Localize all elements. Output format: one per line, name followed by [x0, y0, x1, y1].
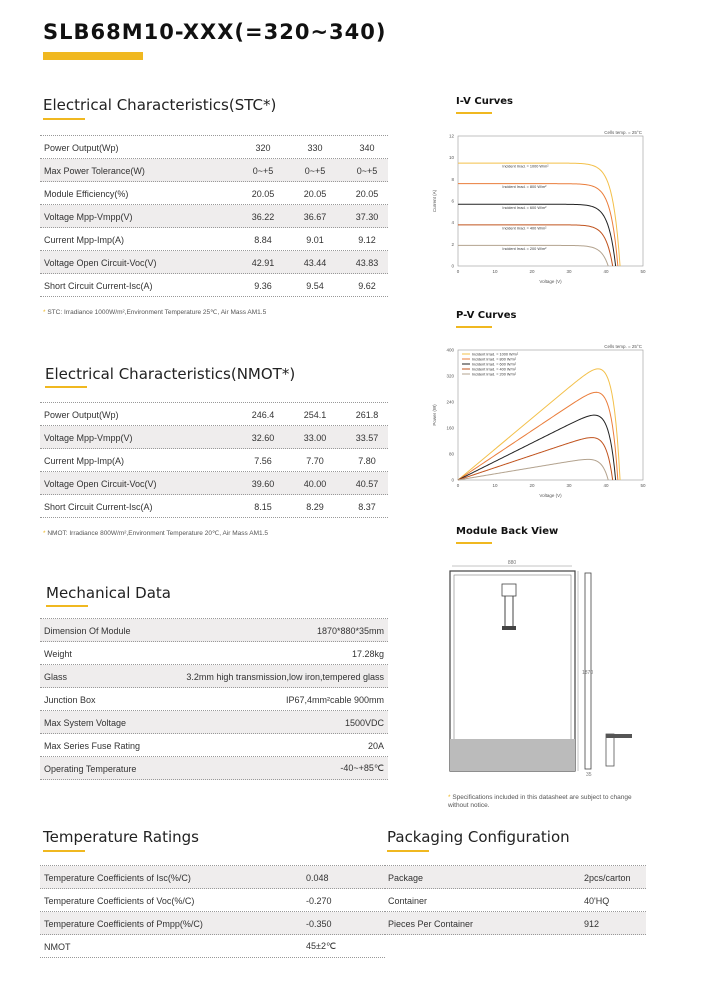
row-label: Voltage Mpp-Vmpp(V): [44, 211, 133, 222]
depth-dimension-label: 35: [586, 772, 592, 778]
row-value: 8.29: [306, 501, 324, 512]
row-value: IP67,4mm²cable 900mm: [285, 694, 384, 705]
temp-title: Temperature Ratings: [43, 828, 199, 846]
row-value: 8.84: [254, 234, 272, 245]
row-value: 43.83: [355, 257, 379, 268]
table-row: [40, 274, 388, 297]
stc-note-text: STC: Irradiance 1000W/m²,Environment Temperature 25℃, Air Mass AM1.5: [47, 309, 267, 316]
table-row: [40, 182, 388, 205]
row-value: 7.80: [358, 455, 376, 466]
row-value: 32.60: [251, 432, 275, 443]
y-tick-label: 80: [448, 451, 454, 457]
width-dimension-label: 880: [507, 560, 517, 566]
row-value: 20.05: [303, 188, 327, 199]
row-value: 254.1: [303, 409, 327, 420]
iv-title-underline: [456, 112, 492, 114]
pack-title: Packaging Configuration: [387, 828, 570, 846]
row-value: 1500VDC: [344, 717, 384, 728]
x-tick-label: 20: [529, 483, 535, 488]
back-view-underline: [456, 542, 492, 544]
x-tick-label: 30: [566, 483, 572, 488]
row-rule: [384, 934, 646, 935]
pv-chart: [428, 338, 653, 508]
row-value: 43.44: [303, 257, 327, 268]
title-accent-bar: [43, 52, 143, 60]
row-label: NMOT: [44, 941, 71, 952]
row-label: Temperature Coefficients of Voc(%/C): [44, 895, 195, 906]
row-label: Max System Voltage: [44, 717, 127, 728]
row-value: -0.270: [306, 895, 332, 906]
x-tick-label: 0: [456, 269, 460, 274]
table-row: [40, 228, 388, 251]
table-row: [40, 734, 388, 757]
series-label: Incident Irrad. = 1000 W/m²: [502, 164, 549, 169]
row-rule: [40, 779, 388, 780]
series-label: Incident Irrad. = 400 W/m²: [502, 226, 547, 231]
x-tick-label: 10: [492, 483, 498, 488]
row-value: 9.01: [306, 234, 324, 245]
row-value: 9.62: [358, 280, 376, 291]
row-value: 0~+5: [252, 165, 274, 176]
row-value: 0~+5: [356, 165, 378, 176]
pv-chart-title: P-V Curves: [456, 310, 517, 321]
row-value: 340: [359, 142, 375, 153]
row-value: 3.2mm high transmission,low iron,tempered glass: [186, 671, 384, 682]
row-value: 36.67: [303, 211, 327, 222]
x-tick-label: 30: [566, 269, 572, 274]
y-tick-label: 240: [446, 399, 454, 405]
pv-title-underline: [456, 326, 492, 328]
iv-chart: [428, 124, 653, 294]
row-value: 17.28kg: [351, 648, 384, 659]
row-value: 20A: [367, 740, 384, 751]
mech-table: [40, 618, 388, 780]
row-rule: [40, 517, 388, 518]
row-label: Temperature Coefficients of Isc(%/C): [44, 872, 191, 883]
row-label: Module Efficiency(%): [44, 188, 129, 199]
row-value: 330: [307, 142, 323, 153]
row-label: Weight: [44, 648, 72, 659]
table-row: [40, 449, 388, 472]
y-tick-label: 6: [451, 198, 454, 204]
row-label: Container: [388, 895, 428, 906]
row-label: Operating Temperature: [44, 763, 137, 774]
pack-title-underline: [387, 850, 429, 852]
table-row: [40, 665, 388, 688]
x-axis-label: Voltage (V): [539, 279, 562, 284]
row-label: Glass: [44, 671, 68, 682]
nmot-title: Electrical Characteristics(NMOT*): [45, 365, 296, 383]
y-tick-label: 320: [446, 373, 454, 379]
table-row: [40, 426, 388, 449]
table-row: [40, 159, 388, 182]
row-value: 912: [584, 918, 600, 929]
temp-annotation: Cells temp. = 25°C: [604, 130, 642, 135]
row-label: Temperature Coefficients of Pmpp(%/C): [44, 918, 203, 929]
table-row: [40, 205, 388, 228]
row-value: 320: [255, 142, 271, 153]
row-label: Voltage Mpp-Vmpp(V): [44, 432, 133, 443]
row-value: 20.05: [355, 188, 379, 199]
row-value: 8.15: [254, 501, 272, 512]
row-value: 33.00: [303, 432, 327, 443]
x-tick-label: 50: [640, 483, 646, 488]
table-row: [40, 711, 388, 734]
legend-entry: Incident Irrad. = 400 W/m²: [472, 367, 516, 372]
row-label: Junction Box: [44, 694, 96, 705]
legend-entry: Incident Irrad. = 600 W/m²: [472, 362, 516, 367]
back-view-note: * Specifications included in this datasheet are subject to change without notice.: [448, 794, 632, 810]
table-row: [40, 403, 388, 426]
y-axis-label: Power (W): [432, 404, 437, 426]
row-value: 0.048: [306, 872, 329, 883]
x-axis-label: Voltage (V): [539, 493, 562, 498]
table-row: [384, 912, 646, 935]
y-tick-label: 12: [448, 133, 454, 139]
row-value: 9.54: [306, 280, 324, 291]
height-dimension-label: 1870: [582, 670, 594, 676]
table-row: [40, 642, 388, 665]
iv-chart-title: I-V Curves: [456, 96, 514, 107]
legend-entry: Incident Irrad. = 800 W/m²: [472, 357, 516, 362]
row-value: 36.22: [251, 211, 275, 222]
row-value: 39.60: [251, 478, 275, 489]
y-tick-label: 10: [448, 155, 454, 161]
back-view-title: Module Back View: [456, 526, 559, 537]
pack-table: [384, 865, 646, 935]
temp-table: [40, 865, 385, 958]
y-tick-label: 0: [451, 263, 454, 269]
table-row: [40, 866, 385, 889]
row-rule: [40, 957, 385, 958]
plot-area: [458, 136, 643, 266]
row-label: Max Series Fuse Rating: [44, 740, 141, 751]
row-value: 42.91: [251, 257, 275, 268]
mech-title-underline: [46, 605, 88, 607]
row-value: 261.8: [355, 409, 379, 420]
row-value: 33.57: [355, 432, 379, 443]
x-tick-label: 50: [640, 269, 646, 274]
table-row: [384, 889, 646, 912]
row-value: 2pcs/carton: [584, 872, 631, 883]
nmot-note-text: NMOT: Irradiance 800W/m²,Environment Temperature 20℃, Air Mass AM1.5: [47, 530, 269, 537]
temp-annotation: Cells temp. = 25°C: [604, 344, 642, 349]
table-row: [40, 889, 385, 912]
stc-note: * STC: Irradiance 1000W/m²,Environment Temperature 25℃, Air Mass AM1.5: [43, 309, 267, 316]
row-label: Dimension Of Module: [44, 625, 131, 636]
module-back-drawing: [440, 556, 650, 781]
temp-title-underline: [43, 850, 85, 852]
stc-table: [40, 135, 388, 297]
stc-title-underline: [43, 118, 85, 120]
row-value: 20.05: [251, 188, 275, 199]
row-label: Power Output(Wp): [44, 142, 119, 153]
row-value: 9.36: [254, 280, 272, 291]
row-label: Short Circuit Current-Isc(A): [44, 501, 153, 512]
x-tick-label: 40: [603, 269, 609, 274]
x-tick-label: 20: [529, 269, 535, 274]
y-tick-label: 160: [446, 425, 454, 431]
table-row: [40, 251, 388, 274]
row-label: Voltage Open Circuit-Voc(V): [44, 478, 157, 489]
row-value: 40.00: [303, 478, 327, 489]
y-tick-label: 400: [446, 347, 454, 353]
row-value: 37.30: [355, 211, 379, 222]
y-tick-label: 0: [451, 477, 454, 483]
row-label: Current Mpp-Imp(A): [44, 234, 125, 245]
y-tick-label: 8: [451, 176, 454, 182]
row-label: Voltage Open Circuit-Voc(V): [44, 257, 157, 268]
row-value: 246.4: [251, 409, 275, 420]
y-tick-label: 2: [451, 241, 454, 247]
stc-title: Electrical Characteristics(STC*): [43, 96, 277, 114]
nmot-title-underline: [45, 386, 87, 388]
row-label: Short Circuit Current-Isc(A): [44, 280, 153, 291]
nmot-table: [40, 402, 388, 518]
row-value: 1870*880*35mm: [316, 625, 384, 636]
row-label: Current Mpp-Imp(A): [44, 455, 125, 466]
table-row: [40, 495, 388, 518]
y-axis-label: Current (A): [432, 189, 437, 213]
legend-entry: Incident Irrad. = 1000 W/m²: [472, 352, 519, 357]
table-row: [40, 757, 388, 780]
back-view-note-text: Specifications included in this datasheet are subject to change without notice.: [448, 794, 632, 810]
series-label: Incident Irrad. = 600 W/m²: [502, 205, 547, 210]
row-label: Pieces Per Container: [388, 918, 474, 929]
model-title: SLB68M10-XXX(=320~340): [43, 20, 387, 44]
row-label: Package: [388, 872, 424, 883]
row-value: 8.37: [358, 501, 376, 512]
table-row: [40, 688, 388, 711]
y-tick-label: 4: [451, 220, 454, 226]
table-row: [40, 136, 388, 159]
row-value: 40'HQ: [584, 895, 610, 906]
x-tick-label: 0: [456, 483, 460, 488]
table-row: [40, 912, 385, 935]
x-tick-label: 40: [603, 483, 609, 488]
table-row: [40, 935, 385, 958]
table-row: [40, 472, 388, 495]
row-value: 7.56: [254, 455, 272, 466]
row-rule: [40, 296, 388, 297]
row-value: 40.57: [355, 478, 379, 489]
series-label: Incident Irrad. = 800 W/m²: [502, 185, 547, 190]
legend-entry: Incident Irrad. = 200 W/m²: [472, 372, 516, 377]
row-value: 45±2℃: [306, 941, 337, 951]
row-value: -40~+85℃: [340, 763, 384, 773]
table-row: [384, 866, 646, 889]
table-row: [40, 619, 388, 642]
x-tick-label: 10: [492, 269, 498, 274]
nmot-note: * NMOT: Irradiance 800W/m²,Environment Temperature 20℃, Air Mass AM1.5: [43, 530, 269, 537]
mech-title: Mechanical Data: [46, 584, 171, 602]
row-value: 7.70: [306, 455, 324, 466]
row-value: 9.12: [358, 234, 376, 245]
row-label: Power Output(Wp): [44, 409, 119, 420]
row-label: Max Power Tolerance(W): [44, 165, 145, 176]
row-value: 0~+5: [304, 165, 326, 176]
row-value: -0.350: [306, 918, 332, 929]
series-label: Incident Irrad. = 200 W/m²: [502, 246, 547, 251]
